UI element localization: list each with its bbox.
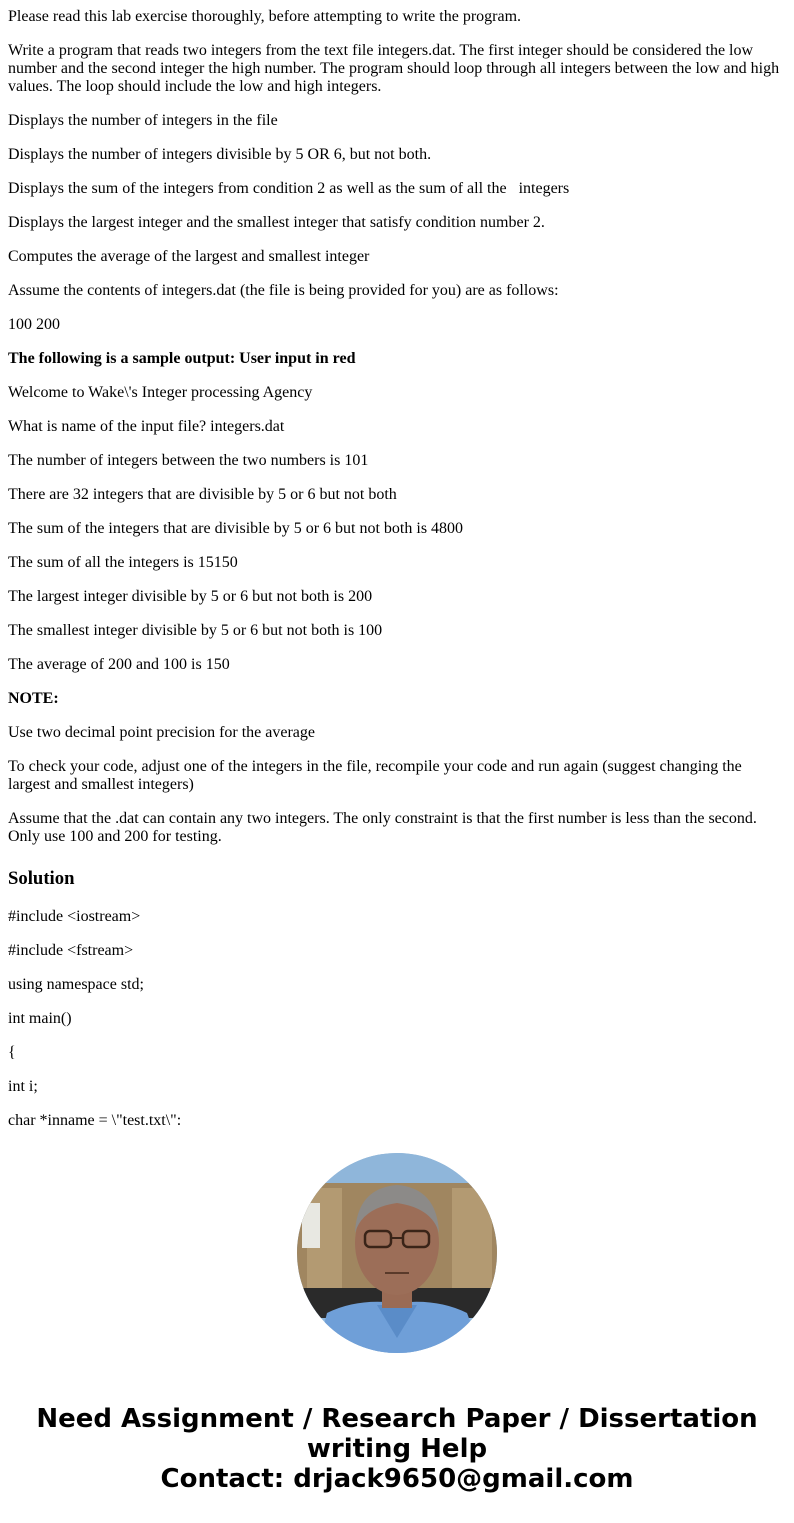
assume-contents-text: Assume the contents of integers.dat (the file is being provided for you) are as follows:: [8, 282, 559, 299]
sample-output-line: There are 32 integers that are divisible by 5 or 6 but not both: [8, 486, 397, 503]
note-item: Use two decimal point precision for the average: [8, 724, 315, 741]
requirement-item: Displays the number of integers divisible by 5 OR 6, but not both.: [8, 146, 432, 163]
requirement-item: Computes the average of the largest and smallest integer: [8, 248, 370, 265]
code-line: using namespace std;: [8, 976, 144, 993]
sample-output-line: What is name of the input file? integers.dat: [8, 418, 285, 435]
code-line: #include <fstream>: [8, 942, 134, 959]
requirement-item: Displays the largest integer and the smallest integer that satisfy condition number 2.: [8, 214, 545, 231]
problem-description: Write a program that reads two integers from the text file integers.dat. The first integer should be considered the low number and the second integer the high number. The program should loop through all integers between the low and high values. The loop should include the low and high integers.: [8, 42, 780, 95]
sample-output-line: The largest integer divisible by 5 or 6 but not both is 200: [8, 588, 373, 605]
sample-output-line: The smallest integer divisible by 5 or 6 but not both is 100: [8, 622, 383, 639]
sample-output-line: The number of integers between the two numbers is 101: [8, 452, 369, 469]
note-item: To check your code, adjust one of the integers in the file, recompile your code and run again (suggest changing the largest and smallest integers): [8, 758, 742, 793]
author-avatar: [297, 1153, 497, 1353]
sample-output-heading: The following is a sample output: User input in red: [8, 350, 356, 367]
sample-output-line: Welcome to Wake\'s Integer processing Agency: [8, 384, 313, 401]
solution-heading: Solution: [8, 868, 75, 889]
code-line: {: [8, 1044, 16, 1061]
promo-line-2: writing Help: [306, 1434, 488, 1464]
code-line: #include <iostream>: [8, 908, 141, 925]
code-line: int i;: [8, 1078, 38, 1095]
note-item: Assume that the .dat can contain any two integers. The only constraint is that the first number is less than the second. Only use 100 and 200 for testing.: [8, 810, 757, 845]
file-contents: 100 200: [8, 316, 60, 333]
sample-output-line: The sum of all the integers is 15150: [8, 554, 238, 571]
promo-contact: Contact: drjack9650@gmail.com: [160, 1464, 634, 1494]
sample-output-line: The average of 200 and 100 is 150: [8, 656, 230, 673]
promo-banner: [0, 1404, 794, 1494]
author-photo-icon: [297, 1153, 497, 1353]
code-line: int main(): [8, 1010, 72, 1027]
requirement-item: Displays the number of integers in the file: [8, 112, 278, 129]
requirement-item: Displays the sum of the integers from condition 2 as well as the sum of all the integers: [8, 180, 570, 197]
intro-text: Please read this lab exercise thoroughly, before attempting to write the program.: [8, 8, 522, 25]
note-label: NOTE:: [8, 690, 59, 707]
sample-output-line: The sum of the integers that are divisible by 5 or 6 but not both is 4800: [8, 520, 464, 537]
promo-line-1: Need Assignment / Research Paper / Dissertation: [36, 1404, 758, 1434]
code-line: char *inname = \"test.txt\":: [8, 1112, 182, 1129]
